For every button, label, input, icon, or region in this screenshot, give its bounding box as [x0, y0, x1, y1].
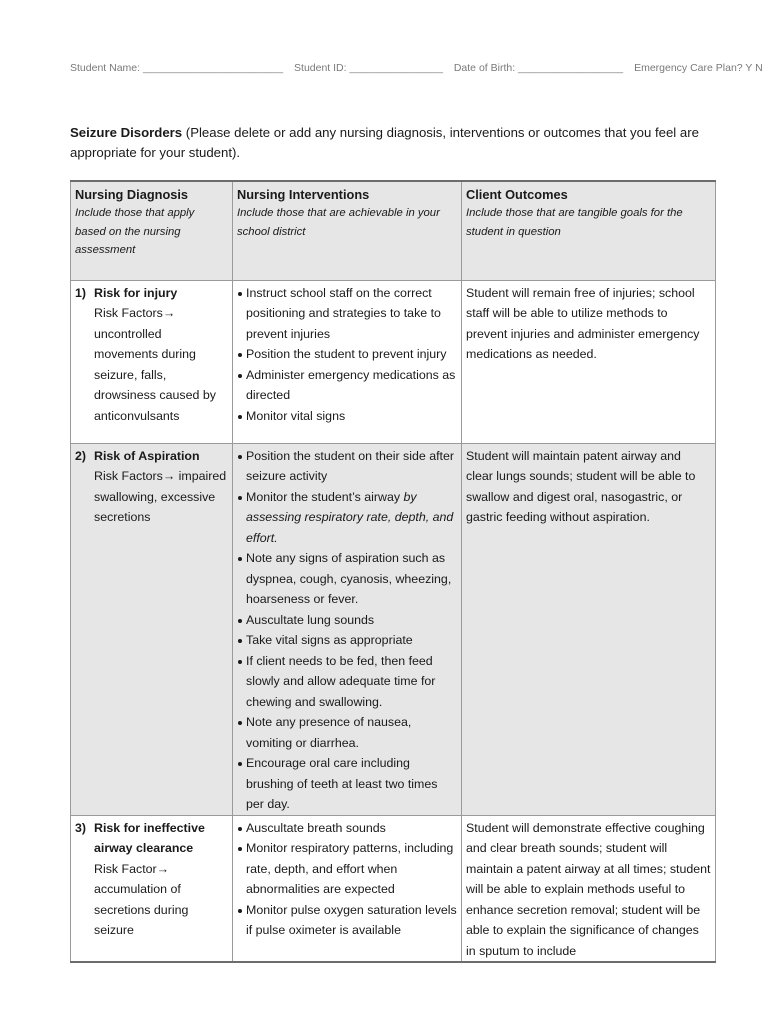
intervention-item: Auscultate breath sounds [237, 818, 457, 839]
outcome-text: Student will demonstrate effective coughing and clear breath sounds; student will maintain a patent airway at all times; student will be able to explain methods useful to enhance secretion removal; student will be able to explain the significance of changes in sputum to include [466, 820, 711, 958]
intervention-item: Note any signs of aspiration such as dyspnea, cough, cyanosis, wheezing, hoarseness or fever. [237, 548, 457, 610]
row-number: 1) [75, 285, 87, 300]
table-header-row [71, 181, 716, 280]
section-title: Seizure Disorders [70, 125, 183, 140]
intervention-item: Monitor pulse oxygen saturation levels if pulse oximeter is available [237, 900, 457, 941]
interventions-cell [233, 815, 462, 962]
intervention-item: If client needs to be fed, then feed slowly and allow adequate time for chewing and swallowing. [237, 651, 457, 713]
outcome-cell [462, 280, 716, 443]
column-title: Nursing Diagnosis [75, 187, 189, 202]
interventions-cell [233, 443, 462, 815]
diagnosis-detail: Risk Factors→ uncontrolled movements during seizure, falls, drowsiness caused by anticonvulsants [94, 306, 216, 423]
column-note: Include those that apply based on the nursing assessment [75, 207, 195, 256]
intervention-text-italic: by assessing respiratory rate, depth, and effort. [246, 489, 454, 545]
column-header-outcomes [462, 181, 716, 280]
intervention-item: Position the student to prevent injury [237, 344, 457, 365]
table-row [71, 815, 716, 962]
student-name-field[interactable]: Student Name: ________________________ [70, 62, 284, 74]
date-of-birth-field[interactable]: Date of Birth: __________________ [453, 62, 624, 74]
student-id-field[interactable]: Student ID: ________________ [294, 62, 443, 74]
diagnosis-detail: Risk Factors→ impaired swallowing, excessive secretions [94, 469, 227, 524]
outcome-text: Student will remain free of injuries; school staff will be able to utilize methods to prevent injuries and administer emergency medications as needed. [466, 285, 700, 361]
outcome-cell [462, 815, 716, 962]
column-title: Nursing Interventions [237, 187, 370, 202]
diagnosis-title: Risk of Aspiration [94, 448, 200, 463]
intervention-item: Take vital signs as appropriate [237, 630, 457, 651]
care-plan-table [70, 180, 716, 963]
column-title: Client Outcomes [466, 187, 568, 202]
intervention-item: Monitor respiratory patterns, including rate, depth, and effort when abnormalities are expected [237, 838, 457, 900]
diagnosis-title: Risk for ineffective airway clearance [94, 820, 205, 855]
diagnosis-cell [71, 443, 233, 815]
intro-text: (Please delete or add any nursing diagnosis, interventions or outcomes that you feel are appropriate for your student). [70, 125, 699, 160]
diagnosis-cell [71, 280, 233, 443]
intro-paragraph [70, 123, 710, 163]
outcome-cell [462, 443, 716, 815]
diagnosis-cell [71, 815, 233, 962]
intervention-item: Auscultate lung sounds [237, 610, 457, 631]
intervention-item: Monitor vital signs [237, 406, 457, 427]
intervention-item: Note any presence of nausea, vomiting or diarrhea. [237, 712, 457, 753]
interventions-cell [233, 280, 462, 443]
intervention-item: Encourage oral care including brushing of teeth at least two times per day. [237, 753, 457, 815]
column-header-diagnosis [71, 181, 233, 280]
emergency-care-plan-field[interactable]: Emergency Care Plan? Y N [634, 62, 763, 74]
table-row [71, 443, 716, 815]
diagnosis-detail: Risk Factor→ accumulation of secretions during seizure [94, 861, 189, 937]
outcome-text: Student will maintain patent airway and clear lungs sounds; student will be able to swallow and digest oral, nasogastric, or gastric feeding without aspiration. [466, 448, 696, 524]
column-note: Include those that are achievable in your school district [237, 207, 440, 238]
column-note: Include those that are tangible goals for the student in question [466, 207, 683, 238]
intervention-item [237, 487, 457, 549]
intervention-item: Position the student on their side after seizure activity [237, 446, 457, 487]
intervention-text: Monitor the student’s airway [246, 489, 404, 504]
intervention-item: Instruct school staff on the correct positioning and strategies to take to prevent injuries [237, 283, 457, 345]
row-number: 2) [75, 448, 87, 463]
row-number: 3) [75, 820, 87, 835]
student-info-header [70, 62, 763, 74]
diagnosis-title: Risk for injury [94, 285, 178, 300]
table-row [71, 280, 716, 443]
intervention-item: Administer emergency medications as directed [237, 365, 457, 406]
column-header-interventions [233, 181, 462, 280]
